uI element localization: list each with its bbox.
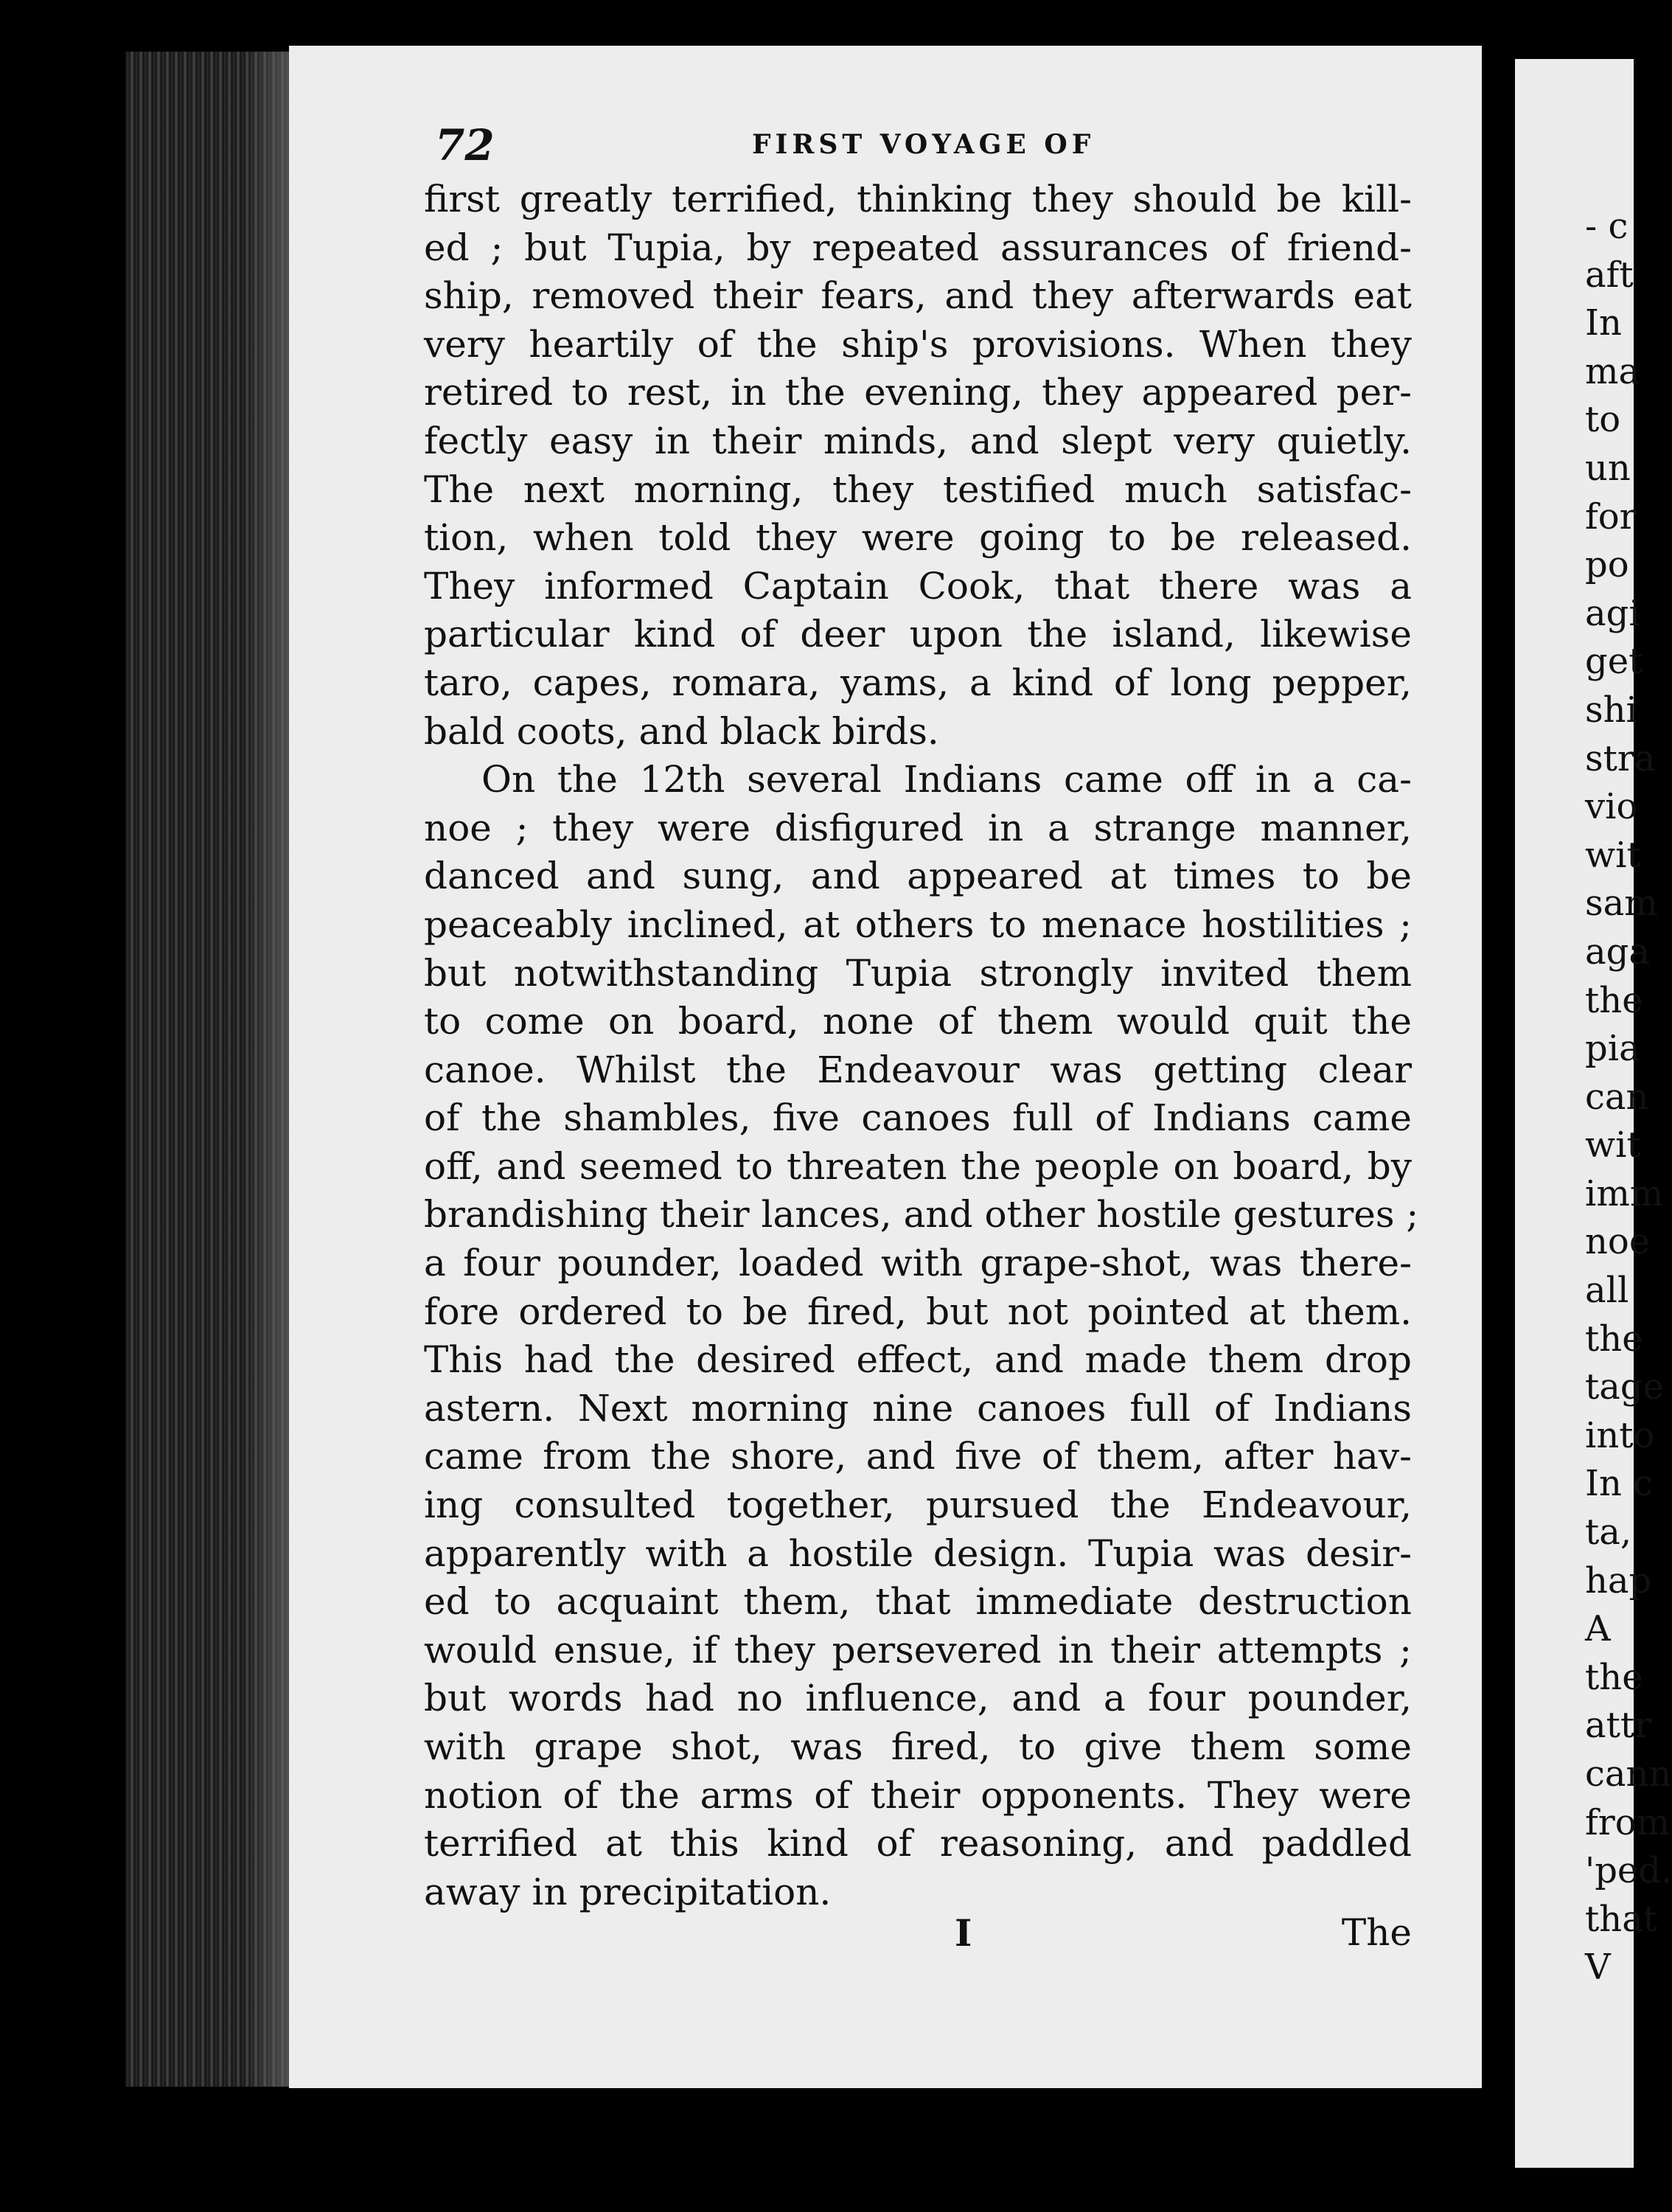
adjacent-fragment: stra [1585, 737, 1656, 779]
text-line: peaceably inclined, at others to menace hostilities ; [424, 902, 1412, 946]
adjacent-fragment: ma [1585, 350, 1640, 392]
adjacent-fragment: In [1585, 302, 1622, 344]
page-header [435, 120, 1379, 172]
adjacent-fragment: hap [1585, 1559, 1652, 1601]
adjacent-fragment: to [1585, 399, 1621, 441]
body-text [424, 175, 1419, 1916]
text-line: but notwithstanding Tupia strongly invited them [424, 951, 1412, 995]
adjacent-fragment: that [1585, 1898, 1658, 1940]
text-line: notion of the arms of their opponents. They were [424, 1773, 1412, 1817]
text-line: apparently with a hostile design. Tupia was desir- [424, 1531, 1412, 1575]
text-line: off, and seemed to threaten the people on board, by [424, 1144, 1412, 1188]
scan-bottom-border [265, 2088, 1504, 2212]
adjacent-fragment: noe [1585, 1221, 1651, 1263]
text-line: canoe. Whilst the Endeavour was getting clear [424, 1048, 1412, 1091]
adjacent-page [1515, 59, 1672, 2168]
catchword: The [1341, 1911, 1412, 1954]
text-line: taro, capes, romara, yams, a kind of long pepper, [424, 661, 1412, 704]
text-line: On the 12th several Indians came off in a ca- [481, 758, 1412, 801]
text-line: This had the desired effect, and made them drop [424, 1338, 1412, 1382]
adjacent-fragment: un [1585, 447, 1631, 489]
page-footer [424, 1911, 1412, 1963]
adjacent-fragment: po [1585, 544, 1629, 586]
text-line: ed to acquaint them, that immediate destruction [424, 1580, 1412, 1624]
adjacent-fragment: the [1585, 1318, 1643, 1360]
text-line: The next morning, they testified much satisfac- [424, 467, 1412, 511]
text-line: noe ; they were disfigured in a strange manner, [424, 806, 1412, 849]
text-line: to come on board, none of them would quit the [424, 1000, 1412, 1043]
adjacent-fragment: get [1585, 641, 1643, 683]
adjacent-fragment: the [1585, 1656, 1643, 1698]
text-line: but words had no influence, and a four pounder, [424, 1677, 1412, 1720]
adjacent-fragment: tage [1585, 1366, 1665, 1408]
text-line: of the shambles, five canoes full of Indians came [424, 1096, 1412, 1140]
adjacent-fragment: vio [1585, 786, 1638, 828]
text-line: bald coots, and black birds. [424, 709, 939, 753]
running-head: FIRST VOYAGE OF [752, 129, 1095, 160]
adjacent-fragment: imm [1585, 1172, 1664, 1214]
adjacent-fragment: ta, [1585, 1512, 1632, 1554]
adjacent-fragment: - c [1585, 206, 1629, 247]
adjacent-fragment: wit [1585, 834, 1641, 876]
text-line: ed ; but Tupia, by repeated assurances of friend- [424, 226, 1412, 269]
adjacent-fragment: sam [1585, 883, 1658, 925]
text-line: fore ordered to be fired, but not pointed at them. [424, 1290, 1412, 1333]
page-number: 72 [435, 120, 495, 170]
text-line: very heartily of the ship's provisions. When they [424, 322, 1412, 366]
adjacent-fragment: can [1585, 1076, 1649, 1118]
text-line: away in precipitation. [424, 1870, 832, 1913]
text-line: They informed Captain Cook, that there was a [424, 564, 1412, 608]
text-line: first greatly terrified, thinking they should be kill- [424, 178, 1412, 220]
adjacent-fragment: cann [1585, 1753, 1672, 1795]
adjacent-fragment: into [1585, 1414, 1655, 1456]
adjacent-fragment: V [1585, 1947, 1611, 1989]
adjacent-fragment: A [1585, 1608, 1611, 1650]
text-line: a four pounder, loaded with grape-shot, was there- [424, 1242, 1412, 1285]
text-line: with grape shot, was fired, to give them some [424, 1725, 1412, 1768]
adjacent-fragment: for [1585, 495, 1637, 538]
text-line: particular kind of deer upon the island, likewise [424, 613, 1412, 656]
adjacent-page-text [1515, 203, 1672, 1992]
text-line: fectly easy in their minds, and slept very quietly. [424, 419, 1412, 462]
adjacent-fragment: all [1585, 1270, 1629, 1312]
adjacent-fragment: 'ped. [1585, 1850, 1672, 1892]
text-line: tion, when told they were going to be released. [424, 516, 1412, 560]
adjacent-fragment: aga [1585, 931, 1650, 973]
adjacent-fragment: In c [1585, 1463, 1654, 1505]
adjacent-fragment: pia [1585, 1028, 1640, 1070]
adjacent-fragment: from [1585, 1801, 1671, 1843]
adjacent-fragment: agi [1585, 592, 1640, 634]
text-line: terrified at this kind of reasoning, and paddled [424, 1822, 1412, 1865]
text-line: ship, removed their fears, and they afterwards eat [424, 274, 1412, 318]
adjacent-fragment: attr [1585, 1705, 1652, 1747]
text-line: brandishing their lances, and other hostile gestures ; [424, 1193, 1419, 1237]
signature-mark: I [955, 1911, 972, 1955]
adjacent-fragment: aft [1585, 254, 1634, 296]
adjacent-fragment: shi [1585, 689, 1637, 731]
book-gutter [1482, 29, 1515, 2094]
text-line: danced and sung, and appeared at times to be [424, 855, 1412, 898]
text-line: came from the shore, and five of them, after hav- [424, 1435, 1412, 1478]
text-line: retired to rest, in the evening, they appeared per- [424, 371, 1412, 414]
adjacent-fragment: the [1585, 979, 1643, 1021]
adjacent-fragment: wit [1585, 1124, 1641, 1166]
text-line: ing consulted together, pursued the Endeavour, [424, 1484, 1412, 1527]
text-line: would ensue, if they persevered in their attempts ; [424, 1628, 1412, 1672]
text-line: astern. Next morning nine canoes full of Indians [424, 1386, 1412, 1430]
